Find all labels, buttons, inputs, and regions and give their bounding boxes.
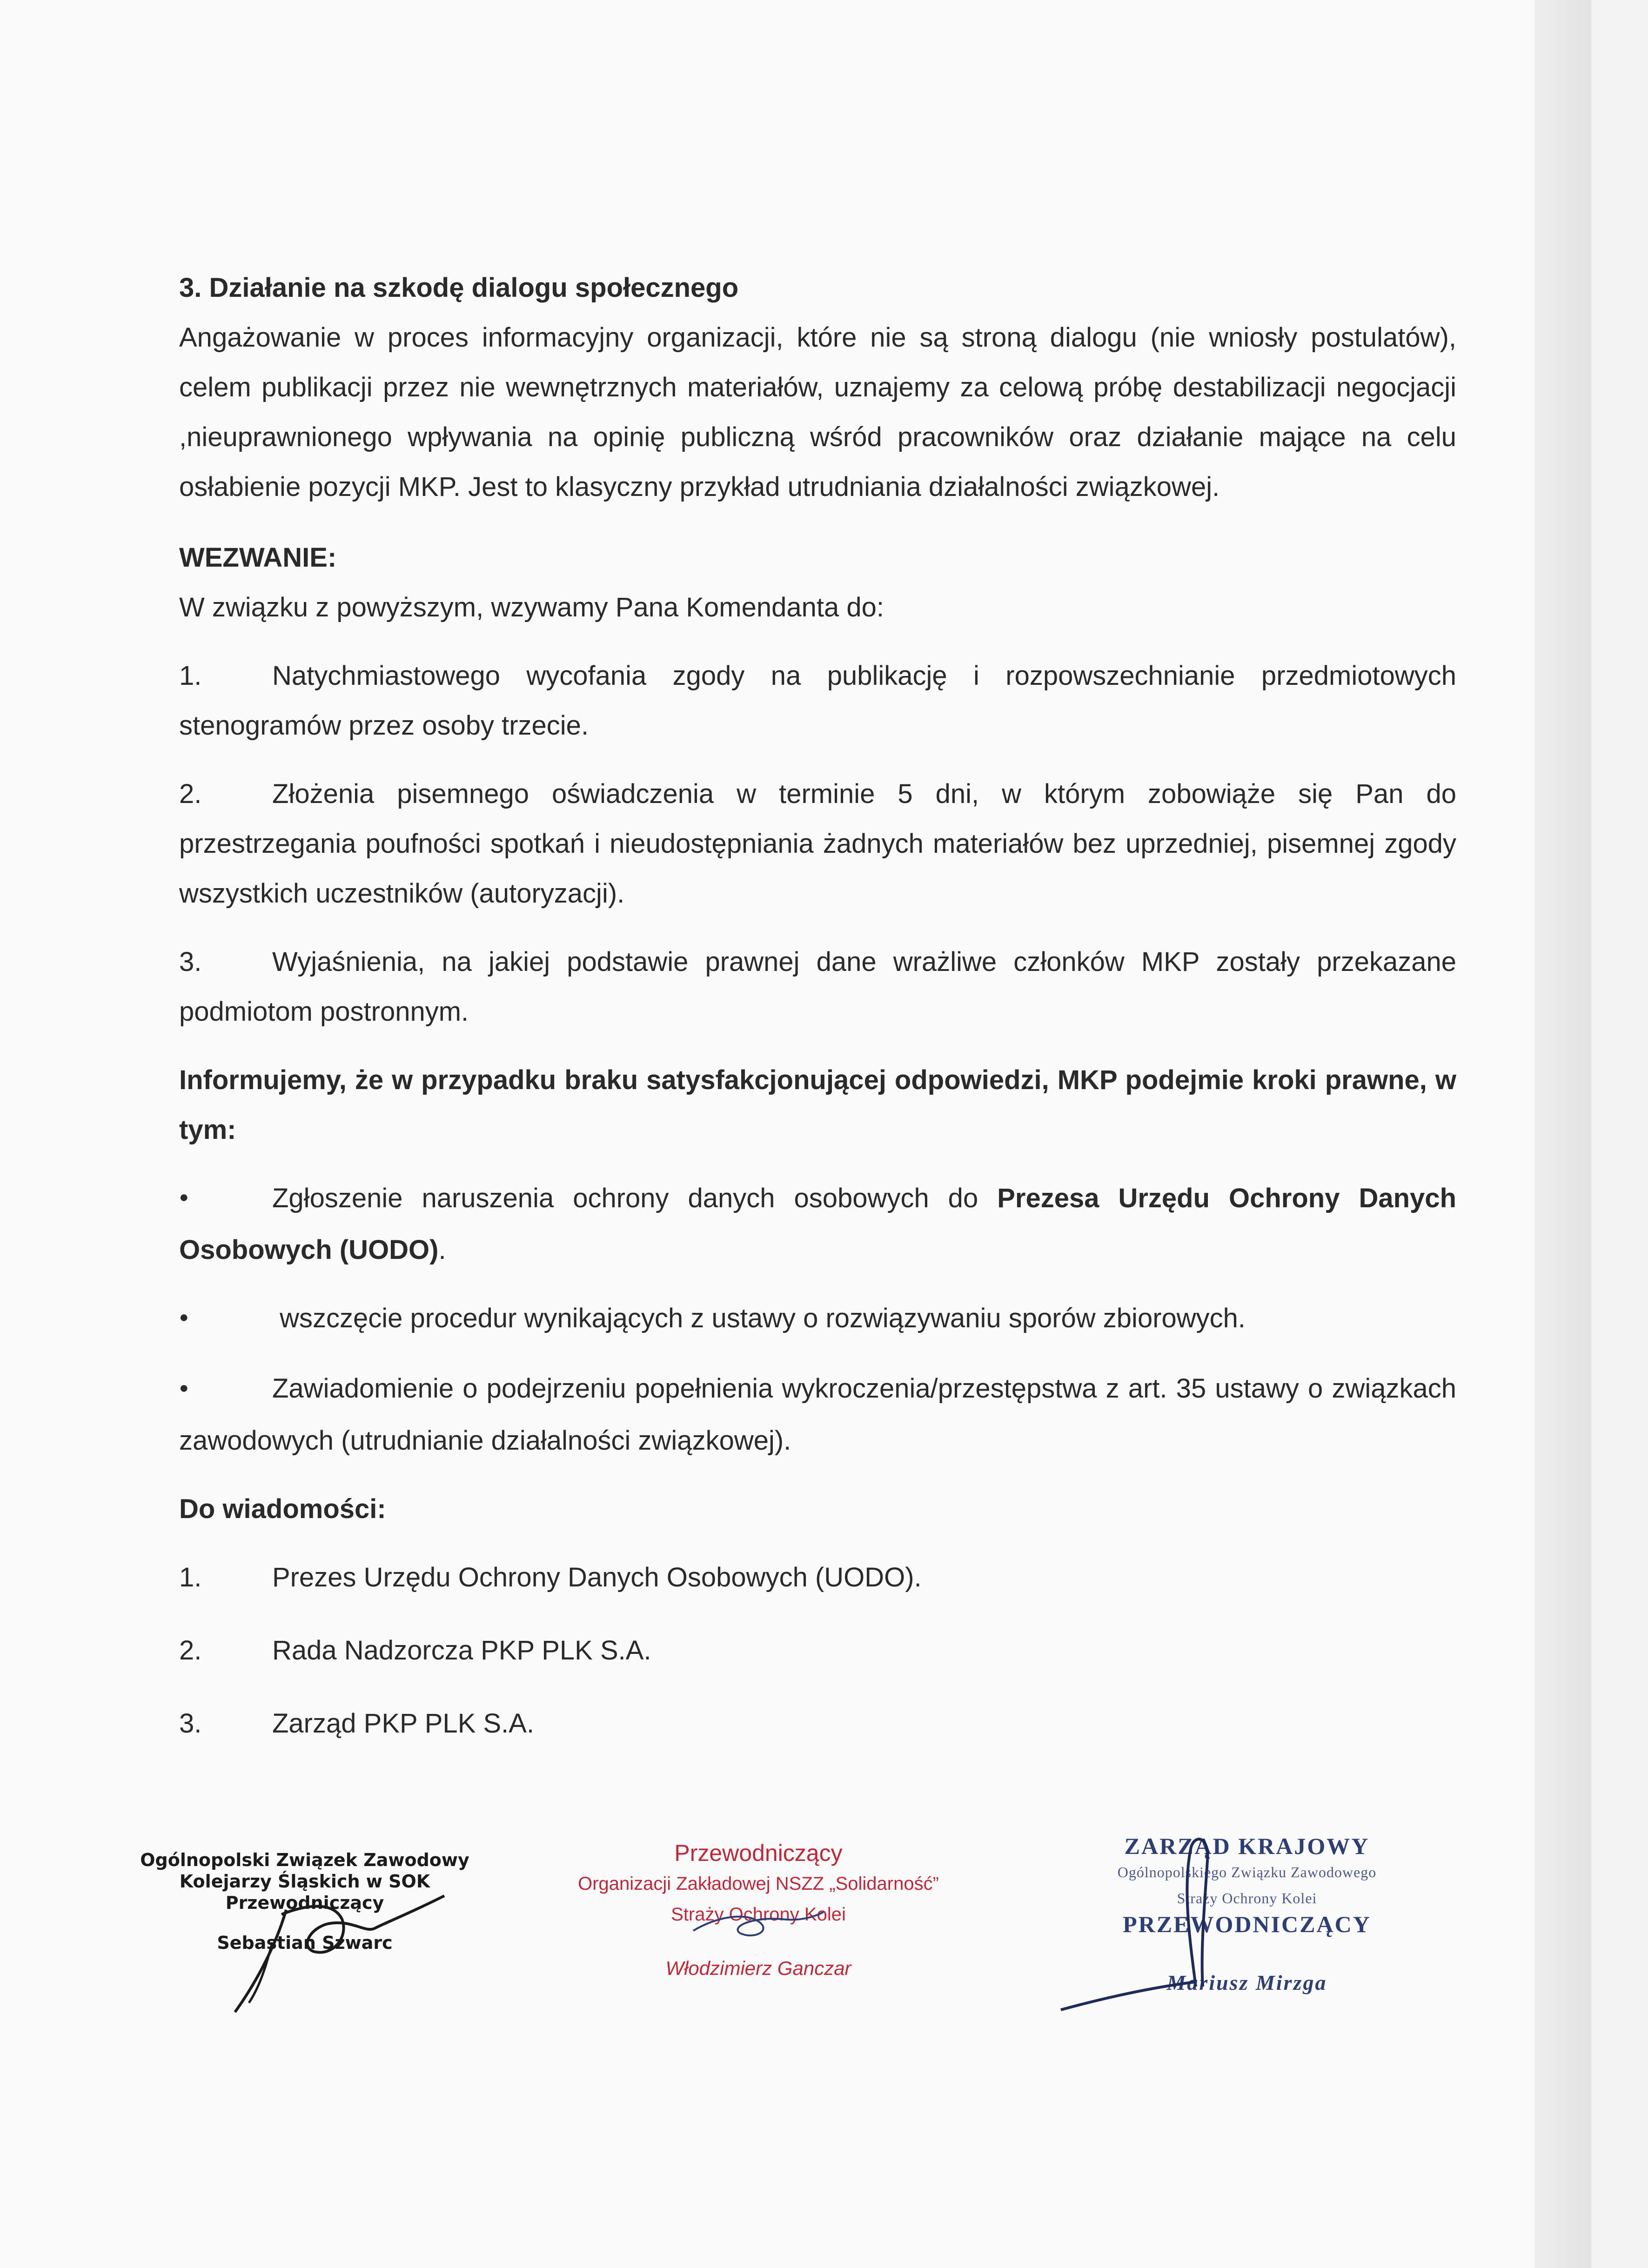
summons-item xyxy=(179,769,1456,918)
bullet-text: wszczęcie procedur wynikających z ustawy o rozwiązywaniu sporów zbiorowych. xyxy=(280,1303,1246,1334)
bullet-text: Zgłoszenie naruszenia ochrony danych osobowych do xyxy=(272,1183,998,1213)
union-stamp-left xyxy=(119,1849,491,2026)
item-number: 1. xyxy=(179,661,202,691)
item-text: Natychmiastowego wycofania zgody na publikację i rozpowszechnianie przedmiotowych stenogramów przez osoby trzecie. xyxy=(179,661,1456,741)
stamp-line: Ogólnopolski Związek Zawodowy xyxy=(140,1850,469,1870)
summons-intro: W związku z powyższym, wzywamy Pana Komendanta do: xyxy=(179,592,884,622)
stamp-line: Straży Ochrony Kolei xyxy=(671,1904,846,1925)
stamp-line: Organizacji Zakładowej NSZZ „Solidarność” xyxy=(578,1873,939,1894)
stamp-line: Ogólnopolskiego Związku Zawodowego xyxy=(1117,1864,1377,1880)
cc-heading: Do wiadomości: xyxy=(179,1493,386,1524)
item-number: 2. xyxy=(179,779,202,809)
item-text: Zarząd PKP PLK S.A. xyxy=(272,1708,535,1739)
stamp-line: Kolejarzy Śląskich w SOK xyxy=(179,1871,430,1892)
section-paragraph: Angażowanie w proces informacyjny organizacji, które nie są stroną dialogu (nie wniosły postulatów), celem publikacji przez nie wewnętrznych materiałów, uznajemy za celową próbę destabilizacji negocjacji ,nieuprawnionego wpływania na opinię publiczną wśród pracowników oraz działanie mające na celu osłabienie pozycji MKP. Jest to klasyczny przykład utrudniania działalności związkowej. xyxy=(179,322,1456,502)
cc-item xyxy=(179,1699,1456,1748)
legal-bullet xyxy=(179,1364,1456,1465)
signature-scribble xyxy=(1042,1833,1461,2028)
stamp-line: Przewodniczący xyxy=(225,1893,384,1913)
item-number: 1. xyxy=(179,1562,202,1592)
item-number: 2. xyxy=(179,1635,202,1666)
stamp-line: Przewodniczący xyxy=(674,1840,843,1866)
bullet-dot: ● xyxy=(179,1308,189,1326)
item-text: Złożenia pisemnego oświadczenia w terminie 5 dni, w którym zobowiąże się Pan do przestrzegania poufności spotkań i nieudostępniania żadnych materiałów bez uprzedniej, pisemnej zgody wszystkich uczestników (autoryzacji). xyxy=(179,779,1456,909)
legal-bullet xyxy=(179,1293,1456,1345)
legal-statement: Informujemy, że w przypadku braku satysfakcjonującej odpowiedzi, MKP podejmie kroki prawne, w tym: xyxy=(179,1065,1456,1145)
stamp-name: Mariusz Mirzga xyxy=(1166,1971,1327,1994)
stamp-name: Włodzimierz Ganczar xyxy=(665,1957,851,1979)
item-number: 3. xyxy=(179,947,202,977)
stamp-line: ZARZĄD KRAJOWY xyxy=(1124,1833,1370,1859)
section-heading: 3. Działanie na szkodę dialogu społecznego xyxy=(179,273,739,303)
summons-heading: WEZWANIE: xyxy=(179,542,337,573)
item-text: Wyjaśnienia, na jakiej podstawie prawnej dane wrażliwe członków MKP zostały przekazane podmiotom postronnym. xyxy=(179,947,1456,1027)
cc-item xyxy=(179,1626,1456,1675)
scan-edge xyxy=(1534,0,1591,2268)
bullet-dot: ● xyxy=(179,1188,189,1206)
signature-scribble xyxy=(165,1877,468,2017)
stamp-line: Straży Ochrony Kolei xyxy=(1177,1890,1317,1907)
bullet-dot: ● xyxy=(179,1378,189,1397)
bullet-bold-text: Prezesa Urzędu Ochrony Danych Osobowych (UODO) xyxy=(179,1183,1456,1265)
summons-item xyxy=(179,651,1456,750)
union-stamp-middle xyxy=(549,1838,968,1991)
bullet-text: Zawiadomienie o podejrzeniu popełnienia wykroczenia/przestępstwa z art. 35 ustawy o związkach zawodowych (utrudnianie działalności związkowej). xyxy=(179,1373,1456,1456)
signature-scribble xyxy=(689,1907,828,1945)
bullet-text-end: . xyxy=(438,1235,446,1265)
summons-item xyxy=(179,937,1456,1037)
letter-body xyxy=(179,263,1456,1748)
cc-item xyxy=(179,1552,1456,1602)
item-number: 3. xyxy=(179,1708,202,1739)
union-stamp-right xyxy=(1014,1833,1480,2028)
item-text: Rada Nadzorcza PKP PLK S.A. xyxy=(272,1635,651,1666)
legal-bullet xyxy=(179,1173,1456,1275)
stamp-line: PRZEWODNICZĄCY xyxy=(1123,1911,1371,1937)
stamp-name: Sebastian Szwarc xyxy=(217,1933,393,1953)
item-text: Prezes Urzędu Ochrony Danych Osobowych (UODO). xyxy=(272,1562,922,1592)
